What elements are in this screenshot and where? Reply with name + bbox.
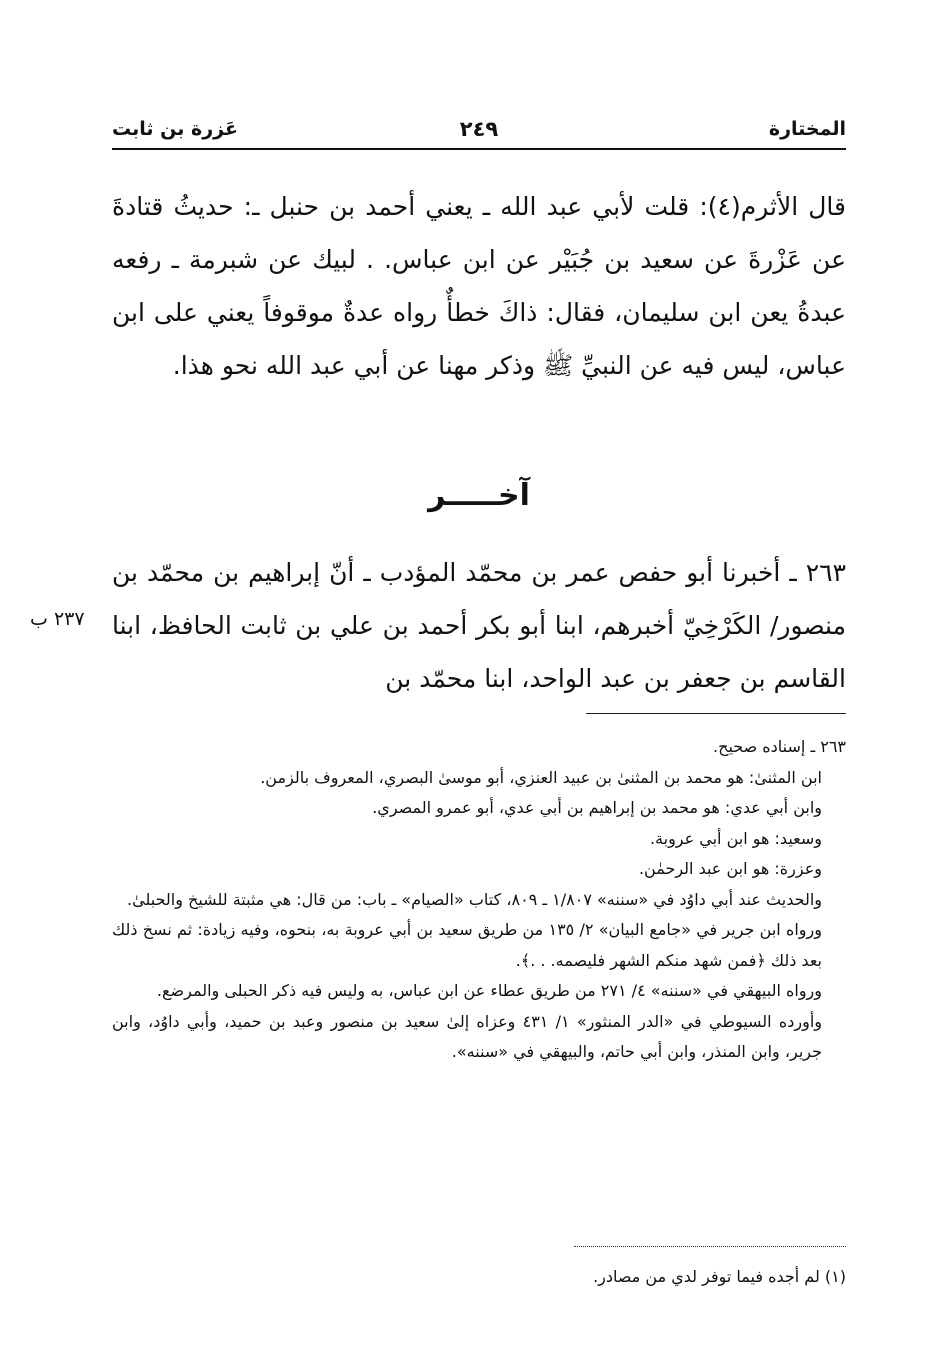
- footnote-line: وأورده السيوطي في «الدر المنثور» ١/ ٤٣١ وعزاه إلىٰ سعيد بن منصور وعبد بن حميد، وأبي داوُد، وابن جرير، وابن المنذر، وابن أبي حاتم، والبيهقي في «سننه».: [112, 1011, 823, 1061]
- footnote-line: ورواه البيهقي في «سننه» ٤/ ٢٧١ من طريق عطاء عن ابن عباس، به وليس فيه ذكر الحبلى والمرضع.: [156, 981, 822, 1000]
- section-heading: آخـــــر: [428, 478, 530, 513]
- footnote-line: وعزرة: هو ابن عبد الرحمٰن.: [638, 859, 822, 878]
- footnote-line: وابن أبي عدي: هو محمد بن إبراهيم بن أبي عدي، أبو عمرو المصري.: [372, 798, 822, 817]
- page-number: ٢٤٩: [459, 117, 499, 141]
- manuscript-folio-note: ٢٣٧ ب: [30, 608, 85, 630]
- body-paragraph-athram: [112, 180, 846, 392]
- footnote-line: والحديث عند أبي داوُد في «سننه» ١/٨٠٧ ـ ٨٠٩، كتاب «الصيام» ـ باب: من قال: هي مثبتة للشيخ والحبلىٰ.: [127, 889, 822, 909]
- footnote-line: ابن المثنىٰ: هو محمد بن المثنىٰ بن عبيد العنزي، أبو موسىٰ البصري، المعروف بالزمن.: [260, 767, 822, 787]
- footnotes-block: [112, 732, 846, 1068]
- footnote-line: ورواه ابن جرير في «جامع البيان» ٢/ ١٣٥ من طريق سعيد بن أبي عروبة به، بنحوه، وفيه زيادة: ثم نسخ ذلك بعد ذلك ﴿فمن شهد منكم الشهر فليصمه. . .﴾.: [112, 920, 822, 970]
- paragraph-text: ٢٦٣ ـ أخبرنا أبو حفص عمر بن محمّد المؤدب ـ أنّ إبراهيم بن محمّد بن منصور/ الكَرْخِيّ أخبرهم، ابنا أبو بكر أحمد بن علي بن ثابت الحافظ، ابنا القاسم بن جعفر بن عبد الواحد، ابنا محمّد بن: [112, 558, 846, 693]
- body-paragraph-hadith-263: [112, 546, 846, 705]
- header-rule: [112, 148, 846, 150]
- footnote-line: وسعيد: هو ابن أبي عروبة.: [649, 828, 822, 848]
- footnote-dotted-rule: [574, 1246, 846, 1247]
- header-chapter-title: عَزرة بن ثابت: [112, 118, 238, 140]
- paragraph-text: قال الأثرم(٤): قلت لأبي عبد الله ـ يعني أحمد بن حنبل ـ: حديثُ قتادةَ عن عَزْرةَ عن سعيد بن جُبَيْر عن ابن عباس. . لبيك عن شبرمة ـ رفعه عبدةُ يعن ابن سليمان، فقال: ذاكَ خطأٌ رواه عدةٌ موقوفاً يعني على ابن عباس، ليس فيه عن النبيِّ ﷺ وذكر مهنا عن أبي عبد الله نحو هذا.: [112, 192, 847, 380]
- end-note: (١) لم أجده فيما توفر لدي من مصادر.: [593, 1267, 846, 1286]
- footnote-rule: [586, 713, 846, 714]
- header-book-title: المختارة: [768, 118, 846, 140]
- running-header: [112, 114, 846, 146]
- footnote-head: ٢٦٣ ـ إسناده صحيح.: [713, 737, 846, 756]
